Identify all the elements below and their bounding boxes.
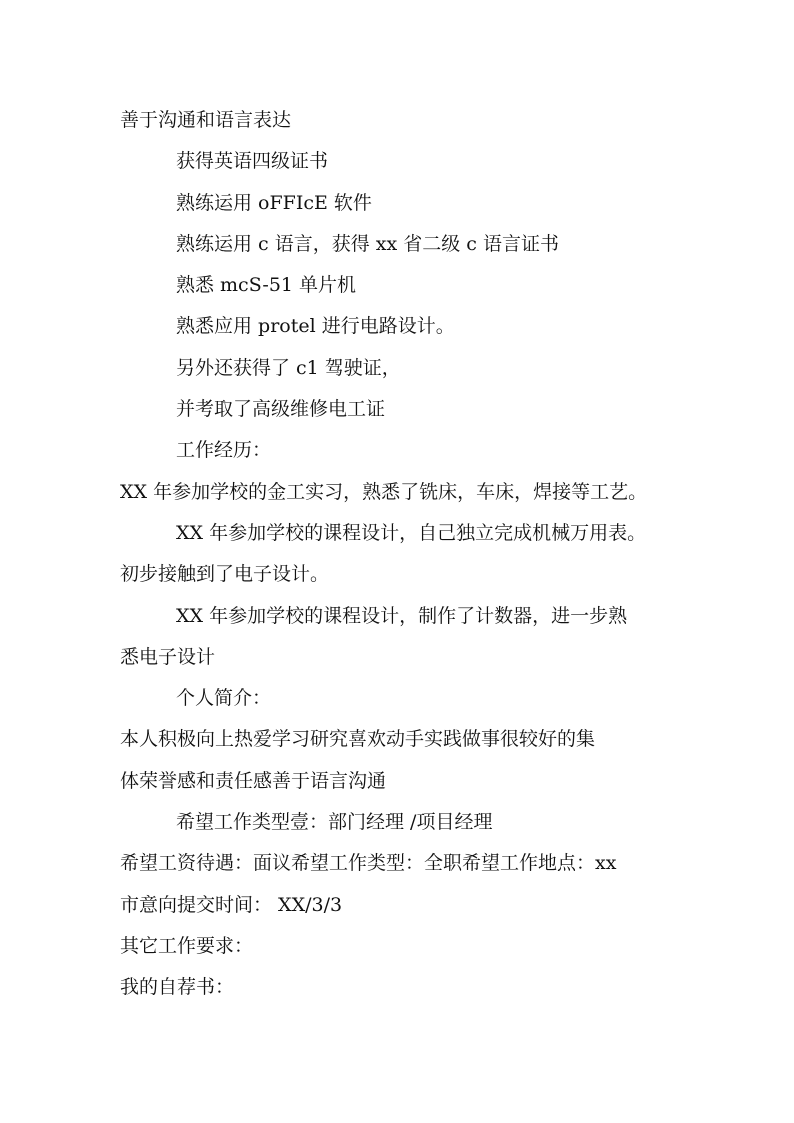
- text-line-course-design-1-cont: 初步接触到了电子设计。: [120, 563, 330, 586]
- text-line-electrician-cert: 并考取了高级维修电工证: [176, 398, 386, 421]
- document-body: [120, 100, 680, 1009]
- text-line-english-cert: 获得英语四级证书: [176, 150, 329, 173]
- text-line-course-design-2: XX 年参加学校的课程设计，制作了计数器，进一步熟: [176, 604, 628, 627]
- text-line-driving-license: 另外还获得了 c1 驾驶证，: [176, 356, 401, 379]
- text-line-protel: 熟悉应用 protel 进行电路设计。: [176, 315, 455, 338]
- text-line-course-design-1: XX 年参加学校的课程设计，自己独立完成机械万用表。: [176, 521, 647, 544]
- section-heading-profile: 个人简介：: [176, 687, 272, 710]
- text-line-profile-2: 体荣誉感和责任感善于语言沟通: [120, 769, 387, 792]
- text-line-course-design-2-cont: 悉电子设计: [120, 645, 216, 668]
- text-line-desired-job-type: 希望工作类型壹：部门经理 /项目经理: [176, 811, 493, 834]
- text-line-other-requirements: 其它工作要求：: [120, 934, 254, 957]
- section-heading-work-experience: 工作经历：: [176, 439, 272, 462]
- text-line-c-language: 熟练运用 c 语言，获得 xx 省二级 c 语言证书: [176, 232, 559, 255]
- text-line-workshop-practice: XX 年参加学校的金工实习，熟悉了铣床，车床，焊接等工艺。: [120, 480, 648, 503]
- text-line-salary-location: 希望工资待遇：面议希望工作类型：全职希望工作地点：xx: [120, 852, 617, 875]
- text-line-submit-time: 市意向提交时间： XX/3/3: [120, 893, 343, 916]
- text-line-skills-communication: 善于沟通和语言表达: [120, 109, 292, 131]
- text-line-office-skill: 熟练运用 oFFIcE 软件: [176, 191, 372, 214]
- text-line-profile-1: 本人积极向上热爱学习研究喜欢动手实践做事很较好的集: [120, 728, 596, 751]
- text-line-self-recommendation: 我的自荐书：: [120, 976, 235, 999]
- text-line-mcs51: 熟悉 mcS-51 单片机: [176, 274, 357, 297]
